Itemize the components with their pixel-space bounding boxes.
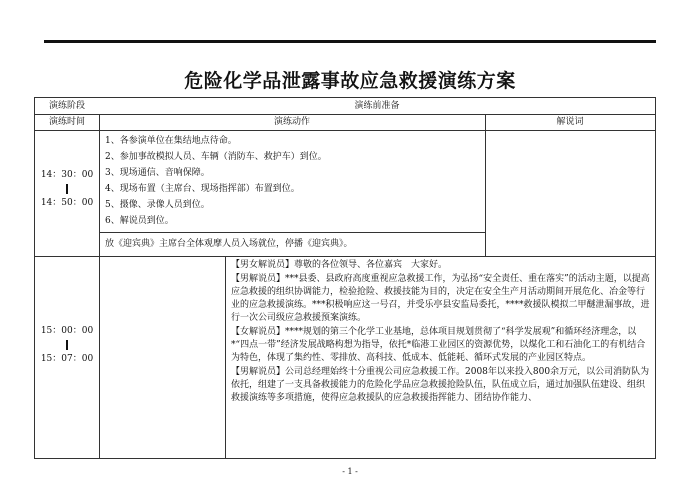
row1-time — [35, 168, 99, 210]
row1-time-start: 14：30：00 — [40, 170, 94, 180]
action-item: 1、各参演单位在集结地点待命。 — [105, 136, 237, 146]
time-range-bar — [66, 184, 68, 194]
narration-paragraph: 【男女解说员】尊敬的各位领导、各位嘉宾 大家好。 — [231, 260, 448, 270]
row1-action-list — [105, 133, 480, 229]
row-divider — [35, 256, 655, 257]
music-note: 放《迎宾典》主席台全体观摩人员入场就位，停播《迎宾典》。 — [105, 239, 353, 249]
row-divider — [35, 130, 655, 131]
top-rule — [44, 40, 656, 43]
column-divider — [485, 114, 486, 256]
row-divider — [99, 232, 485, 233]
narration-paragraph: 【男解说员】***县委、县政府高度重视应急救援工作，为弘扬“安全责任、重在落实”的活动主题，以提高应急救援的组织协调能力，检验抢险、救援技能为目的，决定在安全生产月活动期间开展危化、冶金等行业的应急救援演练。***积极响应这一号召，并受乐亭县安监局委托，****救援队模拟二甲醚泄漏事故，进行一次公司级应急救援预案演练。 — [231, 274, 650, 323]
narration-paragraph: 【男解说员】公司总经理始终十分重视公司应急救援工作。2008年以来投入800余万元，以公司消防队为依托，组建了一支具备救援能力的危险化学品应急救援抢险队伍，队伍成立后，通过加强队伍建设、组织救援演练等多项措施，使得应急救援队的应急救援指挥能力、团结协作能力、 — [231, 367, 650, 403]
narration-paragraph: 【女解说员】****规划的第三个化学工业基地，总体项目规划贯彻了“科学发展观”和循环经济理念，以*“四点一带”经济发展战略构想为指导，依托*临港工业园区的资源优势，以煤化工和石油化工的有机结合为特色，体现了集约性、零排放、高科技、低成本、低能耗、循环式发展的产业园区特点。 — [231, 327, 646, 363]
action-item: 5、摄像、录像人员到位。 — [105, 200, 210, 210]
stage-label: 演练阶段 — [48, 101, 85, 111]
page-number: - 1 - — [342, 467, 358, 476]
row2-time-start: 15：00：00 — [40, 326, 94, 336]
row2-time — [35, 324, 99, 366]
time-header: 演练时间 — [48, 117, 85, 127]
narration-header: 解说词 — [556, 117, 584, 127]
row-divider — [35, 114, 655, 115]
action-header: 演练动作 — [273, 117, 310, 127]
column-divider — [225, 256, 226, 458]
action-item: 6、解说员到位。 — [105, 216, 174, 226]
row1-time-end: 14：50：00 — [40, 198, 94, 208]
action-item: 2、参加事故模拟人员、车辆（消防车、救护车）到位。 — [105, 152, 327, 162]
drill-table — [34, 97, 656, 459]
column-divider — [99, 114, 100, 458]
row2-time-end: 15：07：00 — [40, 354, 94, 364]
action-item: 4、现场布置（主席台、现场指挥部）布置到位。 — [105, 184, 300, 194]
document-title: 危险化学品泄露事故应急救援演练方案 — [184, 70, 516, 92]
stage-value: 演练前准备 — [354, 101, 400, 111]
time-range-bar — [66, 340, 68, 350]
action-item: 3、现场通信、音响保障。 — [105, 168, 210, 178]
row2-narration — [231, 259, 651, 455]
